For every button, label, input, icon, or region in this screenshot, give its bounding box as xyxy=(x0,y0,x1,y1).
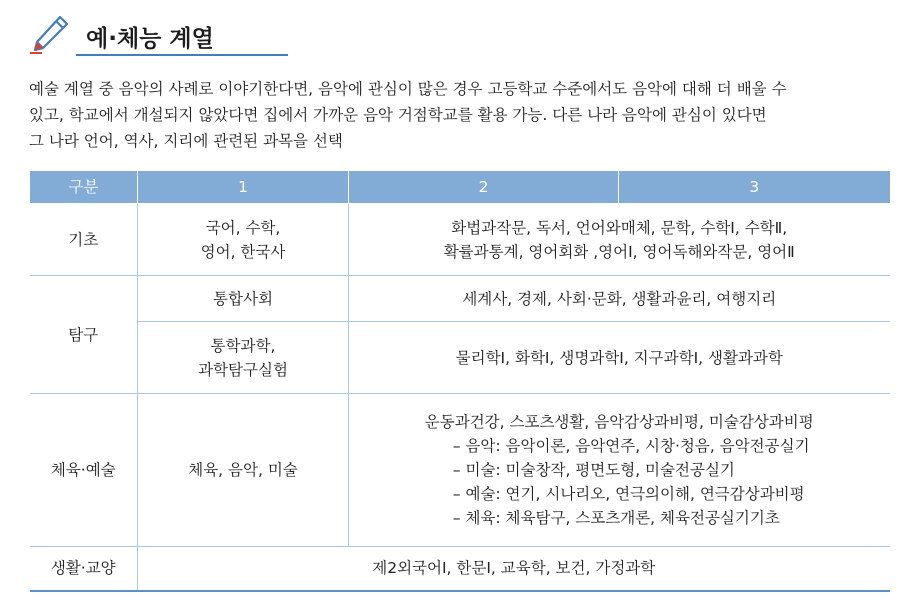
category-arts: 체육·예술 xyxy=(30,394,138,547)
cell-arts-col1: 체육, 음악, 미술 xyxy=(138,394,349,547)
cell-line: 통학과학, xyxy=(210,336,276,355)
cell-line: – 예술: 연기, 시나리오, 연극의이해, 연극감상과비평 xyxy=(452,485,805,503)
cell-science-col1 xyxy=(138,322,349,394)
header-category: 구분 xyxy=(30,171,138,204)
curriculum-table xyxy=(29,171,890,592)
table-row xyxy=(30,204,890,276)
arts-subject-list xyxy=(425,410,814,530)
category-life: 생활·교양 xyxy=(30,547,138,591)
intro-line: 있고, 학교에서 개설되지 않았다면 집에서 가까운 음악 거점학교를 활용 가능. 다른 나라 음악에 관심이 있다면 xyxy=(29,106,767,124)
cell-line: – 음악: 음악이론, 음악연주, 시창·청음, 음악전공실기 xyxy=(452,437,810,455)
table-row xyxy=(30,322,890,394)
intro-line: 그 나라 언어, 역사, 지리에 관련된 과목을 선택 xyxy=(29,132,343,150)
table-header-row xyxy=(30,171,890,204)
cell-line: 화법과작문, 독서, 언어와매체, 문학, 수학Ⅰ, 수학Ⅱ, xyxy=(451,218,788,237)
table-row xyxy=(30,276,890,322)
cell-line: 운동과건강, 스포츠생활, 음악감상과비평, 미술감상과비평 xyxy=(424,413,814,431)
cell-basic-col23 xyxy=(349,204,890,276)
cell-arts-col23 xyxy=(349,394,890,547)
intro-line: 예술 계열 중 음악의 사례로 이야기한다면, 음악에 관심이 많은 경우 고등학교 수준에서도 음악에 대해 더 배울 수 xyxy=(29,80,787,98)
header-col-2: 2 xyxy=(349,171,619,204)
cell-line: 영어, 한국사 xyxy=(200,242,286,261)
header-col-3: 3 xyxy=(619,171,890,204)
header-col-1: 1 xyxy=(138,171,349,204)
cell-line: 과학탐구실험 xyxy=(198,360,288,379)
cell-line: 확률과통계, 영어회화 ,영어Ⅰ, 영어독해와작문, 영어Ⅱ xyxy=(443,242,795,261)
cell-basic-col1 xyxy=(138,204,349,276)
cell-social-col23: 세계사, 경제, 사회·문화, 생활과윤리, 여행지리 xyxy=(349,276,890,322)
table-row xyxy=(30,547,890,591)
table-row xyxy=(30,394,890,547)
cell-science-col23: 물리학Ⅰ, 화학Ⅰ, 생명과학Ⅰ, 지구과학Ⅰ, 생활과과학 xyxy=(349,322,890,394)
cell-line: 국어, 수학, xyxy=(205,218,281,237)
title-underline xyxy=(76,54,288,56)
cell-line: – 체육: 체육탐구, 스포츠개론, 체육전공실기기초 xyxy=(452,509,780,527)
intro-paragraph xyxy=(29,76,891,154)
pencil-icon xyxy=(30,14,70,54)
cell-social-col1: 통합사회 xyxy=(138,276,349,322)
category-inquiry: 탐구 xyxy=(30,276,138,394)
cell-line: – 미술: 미술창작, 평면도형, 미술전공실기 xyxy=(452,461,735,479)
page-title: 예·체능 계열 xyxy=(86,26,214,52)
category-basic: 기초 xyxy=(30,204,138,276)
section-header xyxy=(30,12,260,58)
cell-life-all: 제2외국어Ⅰ, 한문Ⅰ, 교육학, 보건, 가정과학 xyxy=(138,547,890,591)
